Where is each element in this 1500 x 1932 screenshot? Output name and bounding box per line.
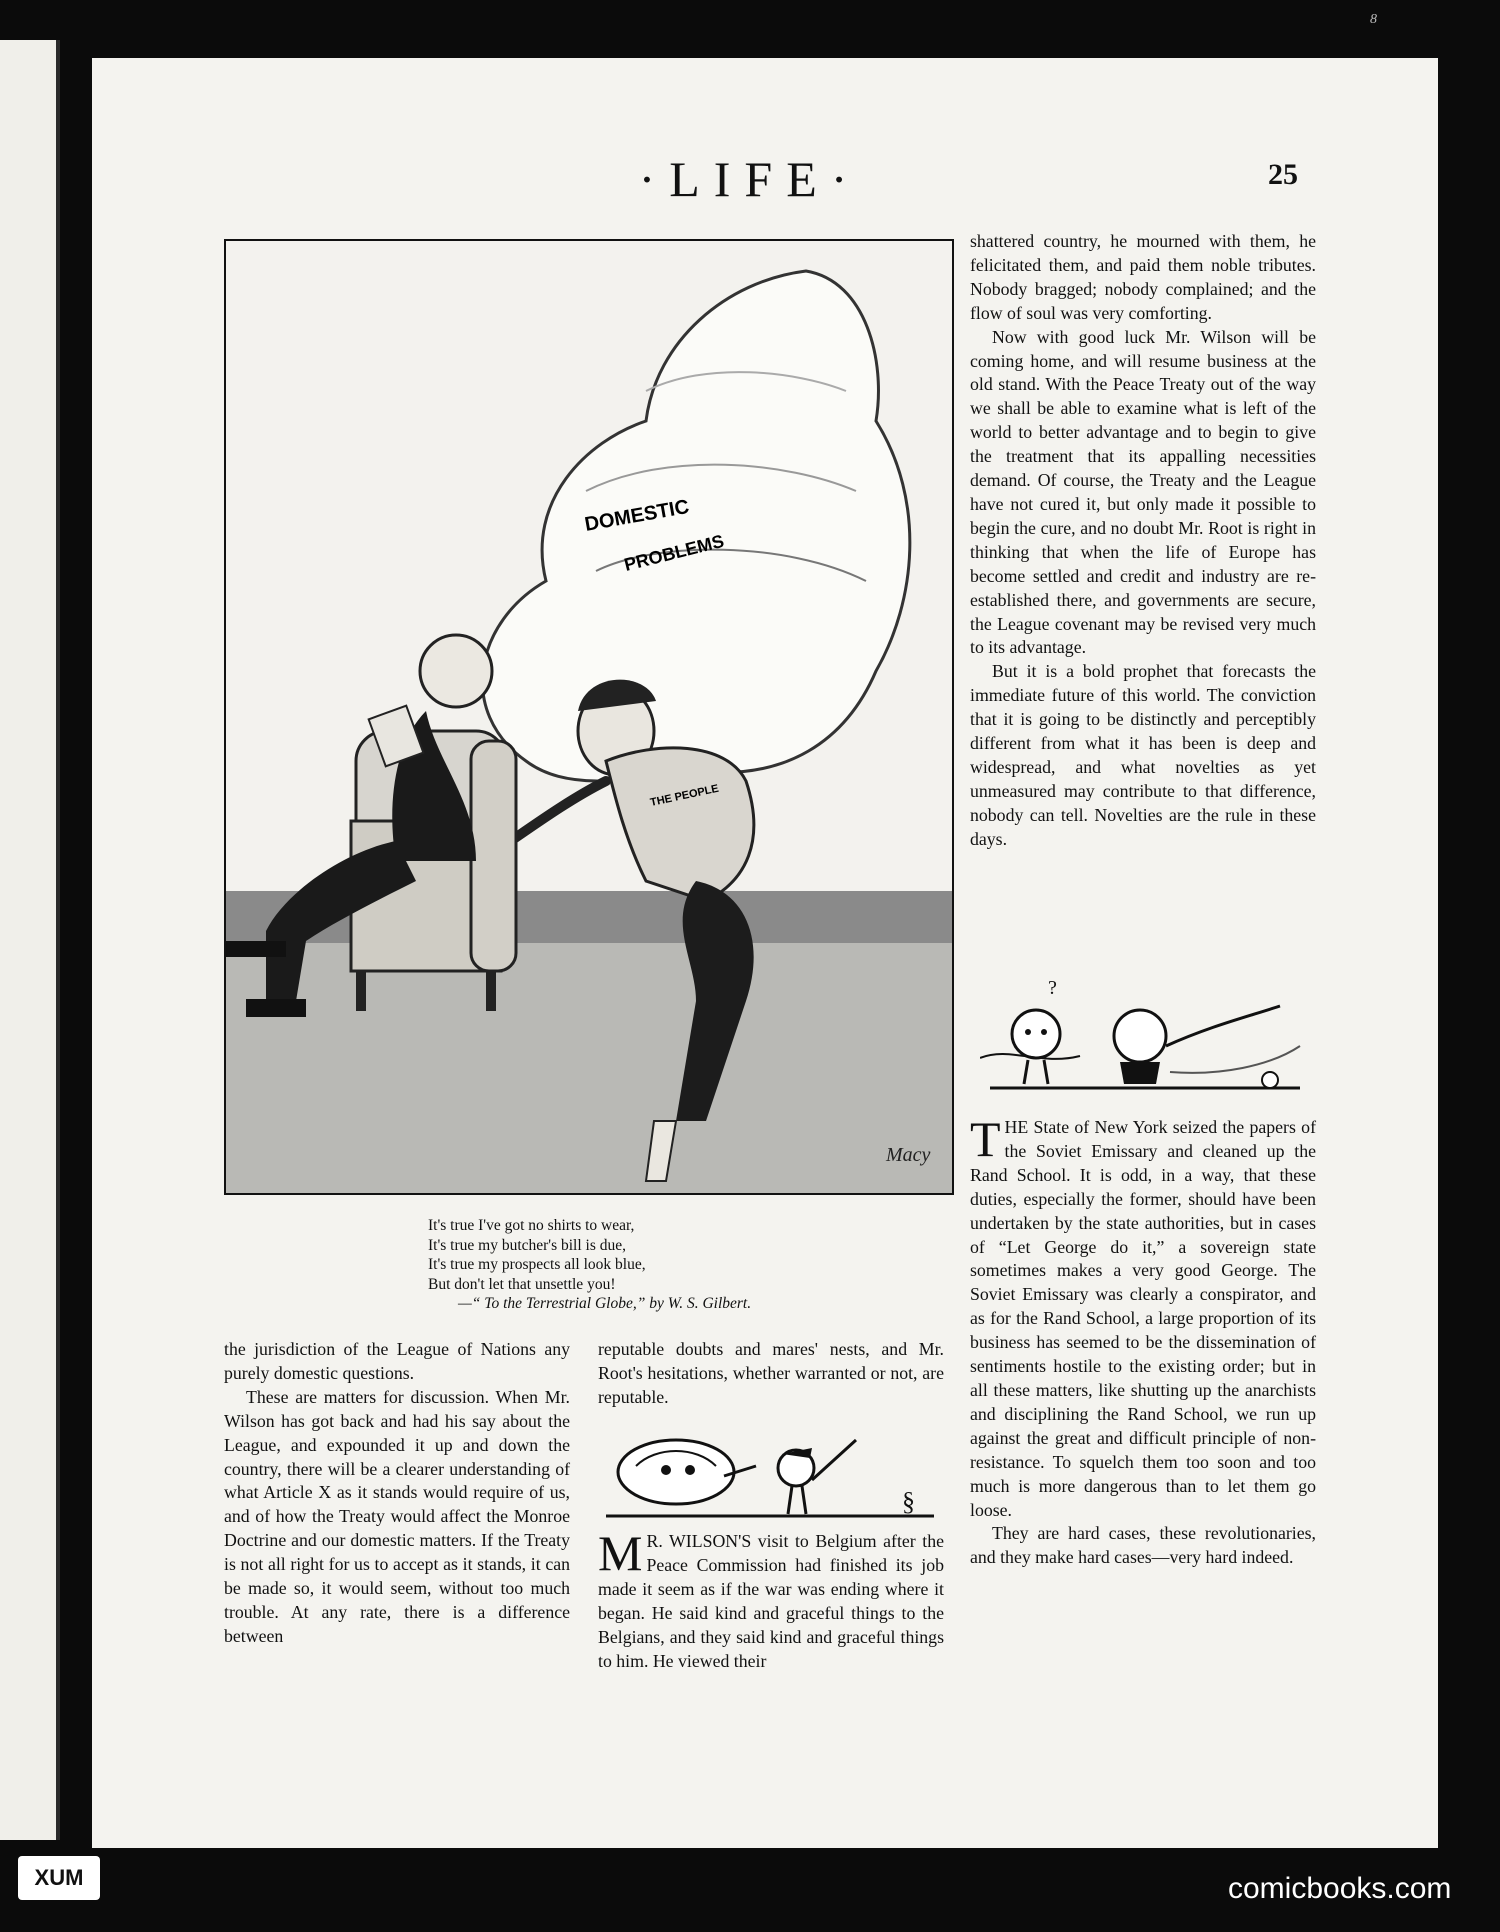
article-column-middle-lower: [598, 1525, 944, 1673]
article-column-middle: [598, 1338, 944, 1410]
paragraph: HE State of New York seized the papers of the Soviet Emissary and cleaned up the Rand School. It is odd, in a way, that these duties, especially the former, should have been undertaken by the state authorities, but in cases of “Let George do it,” a sovereign state sometimes makes a very good George. The Soviet Emissary was clearly a conspirator, and as for the Rand School, a large proportion of its business has seemed to be the dissemination of sentiments hostile to the existing order; but in all these matters, like shutting up the anarchists and disciplining the Rand School, we run up against the great and difficult principle of non-resistance. To squelch them too soon and too much is more dangerous than to let them go loose.: [970, 1117, 1316, 1520]
shirt-label: THE PEOPLE: [649, 782, 720, 809]
paragraph: the jurisdiction of the League of Nations any purely domestic questions.: [224, 1339, 570, 1383]
dropcap-m: M: [598, 1525, 643, 1581]
masthead-logo: ·LIFE·: [638, 151, 862, 207]
paragraph: R. WILSON'S visit to Belgium after the Peace Commission had finished its job made it seem as if the war was ending where it began. He said kind and graceful things to the Belgians, and they said kind and graceful things to him. He viewed their: [598, 1531, 944, 1671]
page-number: 25: [1268, 158, 1298, 191]
article-column-right: [970, 230, 1316, 852]
cartoon-caption: [428, 1216, 751, 1314]
svg-text:?: ?: [1048, 977, 1057, 999]
paragraph: shattered country, he mourned with them, he felicitated them, and paid them noble tributes. Nobody bragged; nobody complained; and the flow of soul was very comforting.: [970, 231, 1316, 323]
cartoon-illustration: [226, 241, 952, 1193]
artist-signature: Macy: [886, 1144, 931, 1166]
caption-line: But don't let that unsettle you!: [428, 1275, 616, 1293]
paragraph: Now with good luck Mr. Wilson will be coming home, and will resume business at the old stand. With the Peace Treaty out of the way we shall be able to examine what is left of the world to better advantage and to begin to give the treatment that its appalling necessities demand. Of course, the Treaty and the League have not cured it, but only made it possible to begin the cure, and no doubt Mr. Root is right in thinking that when the life of Europe has become settled and credit and industry are re-established there, and governments are secure, the League covenant may be revised very much to its advantage.: [970, 326, 1316, 658]
corner-mark: 8: [1370, 12, 1377, 27]
article-column-right-lower: [970, 1111, 1316, 1570]
sack-label-problems: PROBLEMS: [622, 530, 726, 575]
caption-line: It's true I've got no shirts to wear,: [428, 1217, 635, 1234]
vignette-cartoon-right: [980, 976, 1310, 1101]
watermark-brand: comicbooks.com: [1228, 1872, 1452, 1905]
paragraph: But it is a bold prophet that forecasts the immediate future of this world. The conviction that it is going to be distinctly and perceptibly different from what it has been is deep and widespread, and what novelties as yet unmeasured may contribute to that difference, nobody can tell. Novelties are the rule in these days.: [970, 661, 1316, 849]
svg-text:§: §: [902, 1487, 915, 1516]
vignette-cartoon-middle: [606, 1426, 934, 1527]
dropcap-t: T: [970, 1111, 1001, 1167]
caption-line: It's true my prospects all look blue,: [428, 1256, 646, 1273]
paragraph: They are hard cases, these revolutionaries, and they make hard cases—very hard indeed.: [970, 1523, 1316, 1568]
caption-line: It's true my butcher's bill is due,: [428, 1236, 627, 1254]
paragraph: reputable doubts and mares' nests, and Mr. Root's hesitations, whether warranted or not, are reputable.: [598, 1339, 944, 1407]
vignette-illustration: [980, 976, 1310, 1096]
source-badge: XUM: [18, 1856, 100, 1900]
caption-citation: —“ To the Terrestrial Globe,” by W. S. Gilbert.: [458, 1295, 752, 1312]
sack-label-domestic: DOMESTIC: [583, 495, 691, 536]
vignette-illustration: [606, 1426, 934, 1522]
main-cartoon: [224, 239, 954, 1195]
book-spine-edge: [0, 40, 60, 1840]
article-column-left: [224, 1338, 570, 1649]
paragraph: These are matters for discussion. When Mr. Wilson has got back and had his say about the League, and expounded it up and down the country, there will be a clearer understanding of what Article X as it stands would require of us, and of how the Treaty would affect the Monroe Doctrine and our domestic matters. If the Treaty is not all right for us to accept as it stands, it can be made so, it would seem, without too much trouble. At any rate, there is a difference between: [224, 1386, 570, 1646]
